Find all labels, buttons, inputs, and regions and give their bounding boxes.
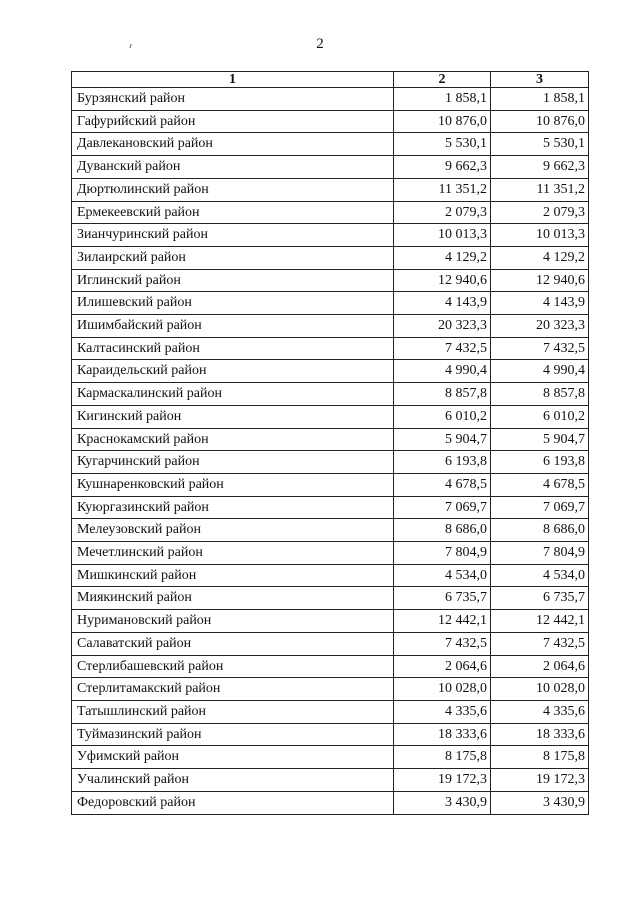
district-name-cell: Кушнаренковский район xyxy=(72,473,394,496)
value-col3-cell: 12 940,6 xyxy=(491,269,589,292)
value-col2-cell: 20 323,3 xyxy=(394,315,491,338)
district-name-cell: Калтасинский район xyxy=(72,337,394,360)
value-col3-cell: 10 013,3 xyxy=(491,224,589,247)
district-name-cell: Куюргазинский район xyxy=(72,496,394,519)
value-col2-cell: 7 432,5 xyxy=(394,337,491,360)
table-row xyxy=(72,269,589,292)
value-col3-cell: 8 686,0 xyxy=(491,519,589,542)
district-name-cell: Нуримановский район xyxy=(72,610,394,633)
table-row xyxy=(72,451,589,474)
district-name-cell: Мелеузовский район xyxy=(72,519,394,542)
table-row xyxy=(72,428,589,451)
table-row xyxy=(72,519,589,542)
value-col3-cell: 7 069,7 xyxy=(491,496,589,519)
value-col2-cell: 10 013,3 xyxy=(394,224,491,247)
value-col3-cell: 10 876,0 xyxy=(491,110,589,133)
table-row xyxy=(72,655,589,678)
value-col2-cell: 2 064,6 xyxy=(394,655,491,678)
district-name-cell: Стерлитамакский район xyxy=(72,678,394,701)
district-name-cell: Илишевский район xyxy=(72,292,394,315)
value-col3-cell: 2 064,6 xyxy=(491,655,589,678)
table-row xyxy=(72,383,589,406)
district-table xyxy=(71,71,589,815)
district-name-cell: Краснокамский район xyxy=(72,428,394,451)
value-col2-cell: 6 735,7 xyxy=(394,587,491,610)
district-name-cell: Гафурийский район xyxy=(72,110,394,133)
value-col2-cell: 10 876,0 xyxy=(394,110,491,133)
value-col3-cell: 19 172,3 xyxy=(491,769,589,792)
value-col2-cell: 12 442,1 xyxy=(394,610,491,633)
column-header-2: 2 xyxy=(394,72,491,88)
value-col2-cell: 7 069,7 xyxy=(394,496,491,519)
table-row xyxy=(72,542,589,565)
value-col2-cell: 19 172,3 xyxy=(394,769,491,792)
district-name-cell: Иглинский район xyxy=(72,269,394,292)
table-row xyxy=(72,746,589,769)
table-row xyxy=(72,610,589,633)
value-col3-cell: 1 858,1 xyxy=(491,88,589,111)
value-col2-cell: 2 079,3 xyxy=(394,201,491,224)
table-row xyxy=(72,405,589,428)
value-col2-cell: 11 351,2 xyxy=(394,178,491,201)
table-row xyxy=(72,496,589,519)
value-col3-cell: 8 857,8 xyxy=(491,383,589,406)
value-col2-cell: 4 143,9 xyxy=(394,292,491,315)
value-col3-cell: 4 534,0 xyxy=(491,564,589,587)
district-name-cell: Татышлинский район xyxy=(72,700,394,723)
district-name-cell: Стерлибашевский район xyxy=(72,655,394,678)
value-col2-cell: 4 678,5 xyxy=(394,473,491,496)
district-name-cell: Давлекановский район xyxy=(72,133,394,156)
table-row xyxy=(72,315,589,338)
table-row xyxy=(72,564,589,587)
table-row xyxy=(72,178,589,201)
value-col2-cell: 4 129,2 xyxy=(394,246,491,269)
district-name-cell: Дюртюлинский район xyxy=(72,178,394,201)
value-col3-cell: 7 432,5 xyxy=(491,632,589,655)
district-name-cell: Миякинский район xyxy=(72,587,394,610)
value-col2-cell: 8 857,8 xyxy=(394,383,491,406)
value-col3-cell: 6 010,2 xyxy=(491,405,589,428)
table-row xyxy=(72,133,589,156)
value-col2-cell: 4 990,4 xyxy=(394,360,491,383)
table-row xyxy=(72,723,589,746)
value-col2-cell: 6 010,2 xyxy=(394,405,491,428)
value-col3-cell: 7 432,5 xyxy=(491,337,589,360)
table-row xyxy=(72,246,589,269)
value-col3-cell: 4 990,4 xyxy=(491,360,589,383)
district-name-cell: Зианчуринский район xyxy=(72,224,394,247)
district-name-cell: Кугарчинский район xyxy=(72,451,394,474)
value-col2-cell: 4 534,0 xyxy=(394,564,491,587)
value-col3-cell: 4 143,9 xyxy=(491,292,589,315)
page-number: 2 xyxy=(316,36,324,52)
table-row xyxy=(72,360,589,383)
value-col3-cell: 20 323,3 xyxy=(491,315,589,338)
value-col2-cell: 8 686,0 xyxy=(394,519,491,542)
district-name-cell: Уфимский район xyxy=(72,746,394,769)
district-name-cell: Караидельский район xyxy=(72,360,394,383)
district-name-cell: Салаватский район xyxy=(72,632,394,655)
value-col2-cell: 12 940,6 xyxy=(394,269,491,292)
value-col2-cell: 8 175,8 xyxy=(394,746,491,769)
value-col3-cell: 9 662,3 xyxy=(491,156,589,179)
value-col3-cell: 12 442,1 xyxy=(491,610,589,633)
table-row xyxy=(72,201,589,224)
table-row xyxy=(72,473,589,496)
value-col3-cell: 11 351,2 xyxy=(491,178,589,201)
table-row xyxy=(72,292,589,315)
value-col2-cell: 7 432,5 xyxy=(394,632,491,655)
value-col2-cell: 6 193,8 xyxy=(394,451,491,474)
value-col2-cell: 9 662,3 xyxy=(394,156,491,179)
table-row xyxy=(72,156,589,179)
district-name-cell: Федоровский район xyxy=(72,791,394,814)
district-name-cell: Зилаирский район xyxy=(72,246,394,269)
value-col3-cell: 6 193,8 xyxy=(491,451,589,474)
value-col3-cell: 18 333,6 xyxy=(491,723,589,746)
value-col2-cell: 5 530,1 xyxy=(394,133,491,156)
table-row xyxy=(72,224,589,247)
value-col3-cell: 3 430,9 xyxy=(491,791,589,814)
value-col2-cell: 18 333,6 xyxy=(394,723,491,746)
district-name-cell: Мишкинский район xyxy=(72,564,394,587)
table-row xyxy=(72,88,589,111)
value-col3-cell: 4 335,6 xyxy=(491,700,589,723)
table-row xyxy=(72,791,589,814)
table-row xyxy=(72,110,589,133)
district-name-cell: Кармаскалинский район xyxy=(72,383,394,406)
value-col3-cell: 8 175,8 xyxy=(491,746,589,769)
value-col3-cell: 4 678,5 xyxy=(491,473,589,496)
value-col3-cell: 5 904,7 xyxy=(491,428,589,451)
column-header-3: 3 xyxy=(491,72,589,88)
value-col2-cell: 4 335,6 xyxy=(394,700,491,723)
table-header-row xyxy=(72,72,589,88)
value-col3-cell: 5 530,1 xyxy=(491,133,589,156)
value-col2-cell: 7 804,9 xyxy=(394,542,491,565)
value-col2-cell: 1 858,1 xyxy=(394,88,491,111)
district-name-cell: Учалинский район xyxy=(72,769,394,792)
value-col2-cell: 10 028,0 xyxy=(394,678,491,701)
table-row xyxy=(72,700,589,723)
district-name-cell: Бурзянский район xyxy=(72,88,394,111)
table-row xyxy=(72,587,589,610)
column-header-1: 1 xyxy=(72,72,394,88)
district-name-cell: Туймазинский район xyxy=(72,723,394,746)
value-col3-cell: 2 079,3 xyxy=(491,201,589,224)
table-row xyxy=(72,678,589,701)
value-col3-cell: 6 735,7 xyxy=(491,587,589,610)
table-row xyxy=(72,337,589,360)
table-row xyxy=(72,632,589,655)
district-name-cell: Дуванский район xyxy=(72,156,394,179)
value-col3-cell: 4 129,2 xyxy=(491,246,589,269)
district-name-cell: Кигинский район xyxy=(72,405,394,428)
district-name-cell: Ермекеевский район xyxy=(72,201,394,224)
value-col3-cell: 7 804,9 xyxy=(491,542,589,565)
value-col3-cell: 10 028,0 xyxy=(491,678,589,701)
district-name-cell: Ишимбайский район xyxy=(72,315,394,338)
district-name-cell: Мечетлинский район xyxy=(72,542,394,565)
table-row xyxy=(72,769,589,792)
table-body xyxy=(72,88,589,815)
value-col2-cell: 5 904,7 xyxy=(394,428,491,451)
value-col2-cell: 3 430,9 xyxy=(394,791,491,814)
